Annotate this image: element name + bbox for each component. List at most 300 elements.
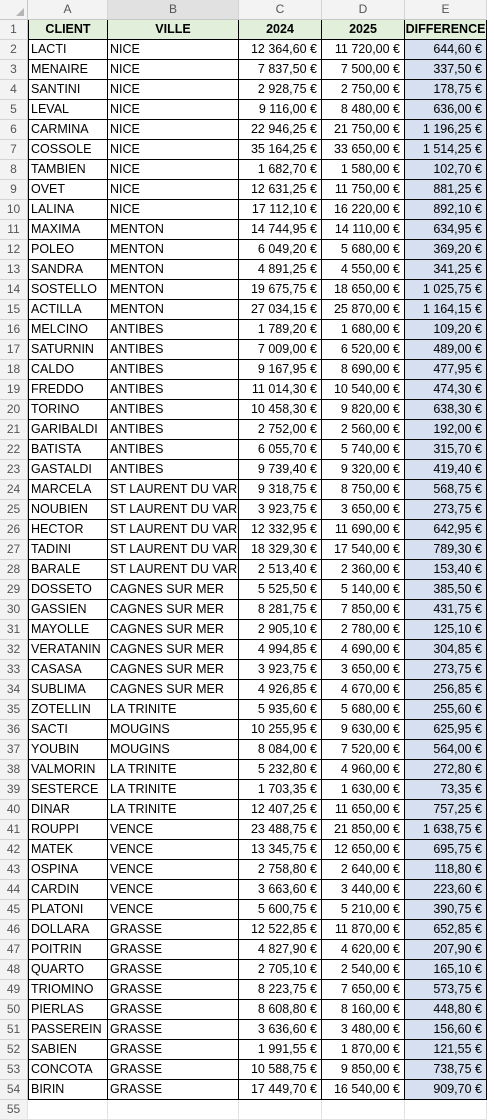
cell-2024[interactable]: 9 318,75 € <box>239 480 322 500</box>
row-number[interactable]: 38 <box>0 760 28 780</box>
cell-ville[interactable]: GRASSE <box>108 960 239 980</box>
cell-ville[interactable]: VENCE <box>108 880 239 900</box>
cell-2024[interactable]: 1 789,20 € <box>239 320 322 340</box>
cell-2025[interactable]: 11 650,00 € <box>322 800 405 820</box>
cell-2024[interactable]: 12 332,95 € <box>239 520 322 540</box>
cell-ville[interactable]: NICE <box>108 200 239 220</box>
cell-difference[interactable]: 369,20 € <box>405 240 487 260</box>
cell-difference[interactable]: 564,00 € <box>405 740 487 760</box>
cell-ville[interactable]: MOUGINS <box>108 720 239 740</box>
cell-client[interactable]: BATISTA <box>28 440 108 460</box>
row-number[interactable]: 40 <box>0 800 28 820</box>
cell-difference[interactable]: 273,75 € <box>405 500 487 520</box>
empty-cell[interactable] <box>322 1100 405 1120</box>
cell-2024[interactable]: 2 752,00 € <box>239 420 322 440</box>
cell-client[interactable]: SACTI <box>28 720 108 740</box>
cell-difference[interactable]: 568,75 € <box>405 480 487 500</box>
row-number[interactable]: 4 <box>0 80 28 100</box>
cell-difference[interactable]: 892,10 € <box>405 200 487 220</box>
column-header-b[interactable]: B <box>108 0 239 20</box>
cell-2025[interactable]: 5 680,00 € <box>322 240 405 260</box>
cell-ville[interactable]: NICE <box>108 120 239 140</box>
row-number[interactable]: 29 <box>0 580 28 600</box>
cell-2024[interactable]: 9 167,95 € <box>239 360 322 380</box>
row-number[interactable]: 39 <box>0 780 28 800</box>
cell-ville[interactable]: MENTON <box>108 240 239 260</box>
cell-difference[interactable]: 644,60 € <box>405 40 487 60</box>
cell-2024[interactable]: 22 946,25 € <box>239 120 322 140</box>
row-number[interactable]: 20 <box>0 400 28 420</box>
cell-2024[interactable]: 17 449,70 € <box>239 1080 322 1100</box>
cell-2025[interactable]: 3 480,00 € <box>322 1020 405 1040</box>
cell-difference[interactable]: 652,85 € <box>405 920 487 940</box>
cell-2025[interactable]: 8 690,00 € <box>322 360 405 380</box>
row-number[interactable]: 53 <box>0 1060 28 1080</box>
cell-2025[interactable]: 6 520,00 € <box>322 340 405 360</box>
row-number[interactable]: 31 <box>0 620 28 640</box>
row-number[interactable]: 15 <box>0 300 28 320</box>
cell-client[interactable]: GARIBALDI <box>28 420 108 440</box>
cell-client[interactable]: POLEO <box>28 240 108 260</box>
cell-client[interactable]: TAMBIEN <box>28 160 108 180</box>
row-number[interactable]: 54 <box>0 1080 28 1100</box>
cell-client[interactable]: SUBLIMA <box>28 680 108 700</box>
row-number[interactable]: 21 <box>0 420 28 440</box>
cell-client[interactable]: TORINO <box>28 400 108 420</box>
cell-2024[interactable]: 2 705,10 € <box>239 960 322 980</box>
cell-2024[interactable]: 8 223,75 € <box>239 980 322 1000</box>
row-number[interactable]: 47 <box>0 940 28 960</box>
cell-2025[interactable]: 4 550,00 € <box>322 260 405 280</box>
cell-client[interactable]: YOUBIN <box>28 740 108 760</box>
empty-cell[interactable] <box>28 1100 108 1120</box>
cell-client[interactable]: CASASA <box>28 660 108 680</box>
cell-2025[interactable]: 16 540,00 € <box>322 1080 405 1100</box>
row-number[interactable]: 51 <box>0 1020 28 1040</box>
cell-2024[interactable]: 2 513,40 € <box>239 560 322 580</box>
cell-ville[interactable]: NICE <box>108 180 239 200</box>
cell-ville[interactable]: CAGNES SUR MER <box>108 660 239 680</box>
cell-2024[interactable]: 12 407,25 € <box>239 800 322 820</box>
cell-ville[interactable]: CAGNES SUR MER <box>108 600 239 620</box>
cell-2024[interactable]: 35 164,25 € <box>239 140 322 160</box>
cell-client[interactable]: MENAIRE <box>28 60 108 80</box>
cell-2025[interactable]: 3 650,00 € <box>322 500 405 520</box>
cell-2025[interactable]: 4 690,00 € <box>322 640 405 660</box>
cell-difference[interactable]: 165,10 € <box>405 960 487 980</box>
row-number[interactable]: 22 <box>0 440 28 460</box>
cell-2025[interactable]: 3 440,00 € <box>322 880 405 900</box>
cell-ville[interactable]: ANTIBES <box>108 340 239 360</box>
row-number[interactable]: 10 <box>0 200 28 220</box>
cell-client[interactable]: TADINI <box>28 540 108 560</box>
cell-client[interactable]: SATURNIN <box>28 340 108 360</box>
cell-2024[interactable]: 10 458,30 € <box>239 400 322 420</box>
cell-2024[interactable]: 13 345,75 € <box>239 840 322 860</box>
cell-ville[interactable]: VENCE <box>108 820 239 840</box>
header-client[interactable]: CLIENT <box>28 20 108 40</box>
cell-ville[interactable]: GRASSE <box>108 940 239 960</box>
cell-client[interactable]: VERATANIN <box>28 640 108 660</box>
cell-ville[interactable]: ST LAURENT DU VAR <box>108 560 239 580</box>
cell-2024[interactable]: 7 009,00 € <box>239 340 322 360</box>
row-number[interactable]: 7 <box>0 140 28 160</box>
cell-difference[interactable]: 636,00 € <box>405 100 487 120</box>
cell-2025[interactable]: 7 520,00 € <box>322 740 405 760</box>
cell-2024[interactable]: 12 364,60 € <box>239 40 322 60</box>
row-number[interactable]: 1 <box>0 20 28 40</box>
cell-ville[interactable]: MENTON <box>108 300 239 320</box>
cell-client[interactable]: GASTALDI <box>28 460 108 480</box>
cell-client[interactable]: LACTI <box>28 40 108 60</box>
cell-difference[interactable]: 634,95 € <box>405 220 487 240</box>
cell-2024[interactable]: 5 600,75 € <box>239 900 322 920</box>
cell-client[interactable]: LEVAL <box>28 100 108 120</box>
cell-difference[interactable]: 390,75 € <box>405 900 487 920</box>
cell-client[interactable]: CARMINA <box>28 120 108 140</box>
cell-2024[interactable]: 5 935,60 € <box>239 700 322 720</box>
cell-client[interactable]: OVET <box>28 180 108 200</box>
cell-2025[interactable]: 1 680,00 € <box>322 320 405 340</box>
cell-difference[interactable]: 73,35 € <box>405 780 487 800</box>
cell-2024[interactable]: 1 703,35 € <box>239 780 322 800</box>
cell-difference[interactable]: 489,00 € <box>405 340 487 360</box>
cell-difference[interactable]: 273,75 € <box>405 660 487 680</box>
cell-ville[interactable]: NICE <box>108 100 239 120</box>
cell-difference[interactable]: 419,40 € <box>405 460 487 480</box>
cell-2025[interactable]: 25 870,00 € <box>322 300 405 320</box>
cell-difference[interactable]: 102,70 € <box>405 160 487 180</box>
cell-2024[interactable]: 1 682,70 € <box>239 160 322 180</box>
cell-2025[interactable]: 21 850,00 € <box>322 820 405 840</box>
cell-client[interactable]: MARCELA <box>28 480 108 500</box>
cell-2025[interactable]: 21 750,00 € <box>322 120 405 140</box>
cell-client[interactable]: FREDDO <box>28 380 108 400</box>
cell-client[interactable]: DOLLARA <box>28 920 108 940</box>
cell-2024[interactable]: 8 281,75 € <box>239 600 322 620</box>
cell-client[interactable]: SANDRA <box>28 260 108 280</box>
row-number[interactable]: 49 <box>0 980 28 1000</box>
cell-2025[interactable]: 7 650,00 € <box>322 980 405 1000</box>
cell-difference[interactable]: 642,95 € <box>405 520 487 540</box>
row-number[interactable]: 35 <box>0 700 28 720</box>
cell-ville[interactable]: ANTIBES <box>108 440 239 460</box>
cell-client[interactable]: SOSTELLO <box>28 280 108 300</box>
row-number[interactable]: 28 <box>0 560 28 580</box>
cell-2025[interactable]: 2 750,00 € <box>322 80 405 100</box>
row-number[interactable]: 55 <box>0 1100 28 1120</box>
cell-client[interactable]: DINAR <box>28 800 108 820</box>
cell-2024[interactable]: 19 675,75 € <box>239 280 322 300</box>
cell-difference[interactable]: 474,30 € <box>405 380 487 400</box>
cell-client[interactable]: MAXIMA <box>28 220 108 240</box>
row-number[interactable]: 5 <box>0 100 28 120</box>
cell-difference[interactable]: 638,30 € <box>405 400 487 420</box>
cell-difference[interactable]: 304,85 € <box>405 640 487 660</box>
cell-ville[interactable]: NICE <box>108 80 239 100</box>
cell-client[interactable]: SABIEN <box>28 1040 108 1060</box>
cell-client[interactable]: NOUBIEN <box>28 500 108 520</box>
cell-2025[interactable]: 11 690,00 € <box>322 520 405 540</box>
cell-2024[interactable]: 12 631,25 € <box>239 180 322 200</box>
cell-2024[interactable]: 12 522,85 € <box>239 920 322 940</box>
cell-ville[interactable]: NICE <box>108 140 239 160</box>
cell-ville[interactable]: LA TRINITE <box>108 760 239 780</box>
cell-client[interactable]: SESTERCE <box>28 780 108 800</box>
row-number[interactable]: 41 <box>0 820 28 840</box>
cell-ville[interactable]: GRASSE <box>108 1000 239 1020</box>
cell-2025[interactable]: 4 960,00 € <box>322 760 405 780</box>
row-number[interactable]: 42 <box>0 840 28 860</box>
cell-client[interactable]: SANTINI <box>28 80 108 100</box>
cell-difference[interactable]: 121,55 € <box>405 1040 487 1060</box>
cell-difference[interactable]: 573,75 € <box>405 980 487 1000</box>
select-all-corner[interactable] <box>0 0 28 20</box>
cell-difference[interactable]: 909,70 € <box>405 1080 487 1100</box>
cell-difference[interactable]: 625,95 € <box>405 720 487 740</box>
cell-2025[interactable]: 2 780,00 € <box>322 620 405 640</box>
cell-difference[interactable]: 272,80 € <box>405 760 487 780</box>
cell-ville[interactable]: ANTIBES <box>108 360 239 380</box>
header-ville[interactable]: VILLE <box>108 20 239 40</box>
row-number[interactable]: 27 <box>0 540 28 560</box>
cell-difference[interactable]: 431,75 € <box>405 600 487 620</box>
cell-2024[interactable]: 8 608,80 € <box>239 1000 322 1020</box>
row-number[interactable]: 17 <box>0 340 28 360</box>
row-number[interactable]: 8 <box>0 160 28 180</box>
cell-difference[interactable]: 192,00 € <box>405 420 487 440</box>
cell-client[interactable]: POITRIN <box>28 940 108 960</box>
cell-client[interactable]: CARDIN <box>28 880 108 900</box>
row-number[interactable]: 16 <box>0 320 28 340</box>
cell-ville[interactable]: MENTON <box>108 220 239 240</box>
cell-ville[interactable]: NICE <box>108 160 239 180</box>
column-header-c[interactable]: C <box>239 0 322 20</box>
row-number[interactable]: 13 <box>0 260 28 280</box>
cell-ville[interactable]: GRASSE <box>108 1020 239 1040</box>
cell-2025[interactable]: 11 750,00 € <box>322 180 405 200</box>
empty-cell[interactable] <box>405 1100 487 1120</box>
cell-2024[interactable]: 2 758,80 € <box>239 860 322 880</box>
cell-difference[interactable]: 153,40 € <box>405 560 487 580</box>
cell-client[interactable]: PIERLAS <box>28 1000 108 1020</box>
cell-2025[interactable]: 5 210,00 € <box>322 900 405 920</box>
row-number[interactable]: 52 <box>0 1040 28 1060</box>
cell-client[interactable]: VALMORIN <box>28 760 108 780</box>
cell-difference[interactable]: 448,80 € <box>405 1000 487 1020</box>
cell-ville[interactable]: NICE <box>108 60 239 80</box>
cell-ville[interactable]: LA TRINITE <box>108 780 239 800</box>
cell-client[interactable]: ROUPPI <box>28 820 108 840</box>
cell-2025[interactable]: 5 140,00 € <box>322 580 405 600</box>
cell-2024[interactable]: 2 928,75 € <box>239 80 322 100</box>
row-number[interactable]: 25 <box>0 500 28 520</box>
cell-ville[interactable]: VENCE <box>108 900 239 920</box>
row-number[interactable]: 36 <box>0 720 28 740</box>
cell-ville[interactable]: NICE <box>108 40 239 60</box>
cell-ville[interactable]: ST LAURENT DU VAR <box>108 500 239 520</box>
cell-2025[interactable]: 12 650,00 € <box>322 840 405 860</box>
cell-2025[interactable]: 7 500,00 € <box>322 60 405 80</box>
cell-difference[interactable]: 125,10 € <box>405 620 487 640</box>
cell-2024[interactable]: 3 663,60 € <box>239 880 322 900</box>
cell-2025[interactable]: 1 630,00 € <box>322 780 405 800</box>
cell-ville[interactable]: VENCE <box>108 840 239 860</box>
cell-difference[interactable]: 223,60 € <box>405 880 487 900</box>
cell-2025[interactable]: 8 750,00 € <box>322 480 405 500</box>
cell-2025[interactable]: 9 850,00 € <box>322 1060 405 1080</box>
cell-2024[interactable]: 6 049,20 € <box>239 240 322 260</box>
cell-difference[interactable]: 881,25 € <box>405 180 487 200</box>
empty-cell[interactable] <box>108 1100 239 1120</box>
cell-2024[interactable]: 7 837,50 € <box>239 60 322 80</box>
cell-client[interactable]: MATEK <box>28 840 108 860</box>
row-number[interactable]: 11 <box>0 220 28 240</box>
row-number[interactable]: 2 <box>0 40 28 60</box>
cell-2025[interactable]: 16 220,00 € <box>322 200 405 220</box>
cell-client[interactable]: BIRIN <box>28 1080 108 1100</box>
row-number[interactable]: 50 <box>0 1000 28 1020</box>
cell-client[interactable]: PLATONI <box>28 900 108 920</box>
cell-2024[interactable]: 3 636,60 € <box>239 1020 322 1040</box>
cell-ville[interactable]: ANTIBES <box>108 460 239 480</box>
cell-client[interactable]: ZOTELLIN <box>28 700 108 720</box>
cell-ville[interactable]: CAGNES SUR MER <box>108 640 239 660</box>
cell-ville[interactable]: VENCE <box>108 860 239 880</box>
row-number[interactable]: 23 <box>0 460 28 480</box>
cell-2025[interactable]: 33 650,00 € <box>322 140 405 160</box>
cell-2025[interactable]: 1 580,00 € <box>322 160 405 180</box>
cell-difference[interactable]: 315,70 € <box>405 440 487 460</box>
cell-2024[interactable]: 17 112,10 € <box>239 200 322 220</box>
row-number[interactable]: 3 <box>0 60 28 80</box>
cell-2025[interactable]: 18 650,00 € <box>322 280 405 300</box>
cell-ville[interactable]: MOUGINS <box>108 740 239 760</box>
cell-2025[interactable]: 8 480,00 € <box>322 100 405 120</box>
cell-2025[interactable]: 4 620,00 € <box>322 940 405 960</box>
cell-ville[interactable]: CAGNES SUR MER <box>108 620 239 640</box>
cell-2024[interactable]: 4 926,85 € <box>239 680 322 700</box>
cell-2024[interactable]: 10 255,95 € <box>239 720 322 740</box>
cell-difference[interactable]: 207,90 € <box>405 940 487 960</box>
cell-2025[interactable]: 17 540,00 € <box>322 540 405 560</box>
cell-ville[interactable]: GRASSE <box>108 1080 239 1100</box>
cell-client[interactable]: COSSOLE <box>28 140 108 160</box>
cell-2024[interactable]: 27 034,15 € <box>239 300 322 320</box>
cell-2025[interactable]: 2 540,00 € <box>322 960 405 980</box>
cell-difference[interactable]: 695,75 € <box>405 840 487 860</box>
cell-ville[interactable]: MENTON <box>108 280 239 300</box>
cell-2024[interactable]: 14 744,95 € <box>239 220 322 240</box>
column-header-d[interactable]: D <box>322 0 405 20</box>
cell-difference[interactable]: 789,30 € <box>405 540 487 560</box>
row-number[interactable]: 12 <box>0 240 28 260</box>
row-number[interactable]: 32 <box>0 640 28 660</box>
cell-client[interactable]: HECTOR <box>28 520 108 540</box>
cell-client[interactable]: QUARTO <box>28 960 108 980</box>
row-number[interactable]: 44 <box>0 880 28 900</box>
cell-difference[interactable]: 156,60 € <box>405 1020 487 1040</box>
column-header-a[interactable]: A <box>28 0 108 20</box>
cell-2024[interactable]: 5 525,50 € <box>239 580 322 600</box>
cell-2025[interactable]: 2 640,00 € <box>322 860 405 880</box>
cell-difference[interactable]: 1 638,75 € <box>405 820 487 840</box>
cell-difference[interactable]: 109,20 € <box>405 320 487 340</box>
cell-2025[interactable]: 3 650,00 € <box>322 660 405 680</box>
cell-2024[interactable]: 9 116,00 € <box>239 100 322 120</box>
header-2024[interactable]: 2024 <box>239 20 322 40</box>
cell-2025[interactable]: 11 870,00 € <box>322 920 405 940</box>
cell-client[interactable]: PASSEREIN <box>28 1020 108 1040</box>
row-number[interactable]: 18 <box>0 360 28 380</box>
cell-2025[interactable]: 8 160,00 € <box>322 1000 405 1020</box>
cell-2025[interactable]: 5 680,00 € <box>322 700 405 720</box>
cell-2024[interactable]: 1 991,55 € <box>239 1040 322 1060</box>
cell-2025[interactable]: 9 630,00 € <box>322 720 405 740</box>
row-number[interactable]: 43 <box>0 860 28 880</box>
cell-2024[interactable]: 9 739,40 € <box>239 460 322 480</box>
cell-difference[interactable]: 1 025,75 € <box>405 280 487 300</box>
cell-ville[interactable]: GRASSE <box>108 1060 239 1080</box>
cell-difference[interactable]: 385,50 € <box>405 580 487 600</box>
cell-client[interactable]: LALINA <box>28 200 108 220</box>
cell-2024[interactable]: 4 827,90 € <box>239 940 322 960</box>
cell-ville[interactable]: CAGNES SUR MER <box>108 580 239 600</box>
cell-client[interactable]: OSPINA <box>28 860 108 880</box>
cell-difference[interactable]: 255,60 € <box>405 700 487 720</box>
cell-client[interactable]: DOSSETO <box>28 580 108 600</box>
cell-client[interactable]: ACTILLA <box>28 300 108 320</box>
row-number[interactable]: 19 <box>0 380 28 400</box>
cell-2024[interactable]: 2 905,10 € <box>239 620 322 640</box>
cell-difference[interactable]: 1 164,15 € <box>405 300 487 320</box>
cell-client[interactable]: MAYOLLE <box>28 620 108 640</box>
cell-2024[interactable]: 18 329,30 € <box>239 540 322 560</box>
cell-2024[interactable]: 8 084,00 € <box>239 740 322 760</box>
cell-2025[interactable]: 2 360,00 € <box>322 560 405 580</box>
row-number[interactable]: 33 <box>0 660 28 680</box>
cell-ville[interactable]: ANTIBES <box>108 380 239 400</box>
cell-ville[interactable]: GRASSE <box>108 1040 239 1060</box>
cell-2024[interactable]: 5 232,80 € <box>239 760 322 780</box>
row-number[interactable]: 14 <box>0 280 28 300</box>
row-number[interactable]: 24 <box>0 480 28 500</box>
cell-difference[interactable]: 738,75 € <box>405 1060 487 1080</box>
cell-2025[interactable]: 1 870,00 € <box>322 1040 405 1060</box>
cell-difference[interactable]: 757,25 € <box>405 800 487 820</box>
cell-client[interactable]: TRIOMINO <box>28 980 108 1000</box>
cell-ville[interactable]: ST LAURENT DU VAR <box>108 480 239 500</box>
cell-2025[interactable]: 9 320,00 € <box>322 460 405 480</box>
cell-ville[interactable]: LA TRINITE <box>108 700 239 720</box>
cell-difference[interactable]: 337,50 € <box>405 60 487 80</box>
cell-2025[interactable]: 14 110,00 € <box>322 220 405 240</box>
cell-ville[interactable]: GRASSE <box>108 980 239 1000</box>
cell-difference[interactable]: 1 514,25 € <box>405 140 487 160</box>
empty-cell[interactable] <box>239 1100 322 1120</box>
cell-ville[interactable]: MENTON <box>108 260 239 280</box>
cell-2024[interactable]: 11 014,30 € <box>239 380 322 400</box>
cell-2024[interactable]: 4 891,25 € <box>239 260 322 280</box>
row-number[interactable]: 6 <box>0 120 28 140</box>
header-difference[interactable]: DIFFERENCE <box>405 20 487 40</box>
cell-2025[interactable]: 10 540,00 € <box>322 380 405 400</box>
cell-client[interactable]: CONCOTA <box>28 1060 108 1080</box>
cell-client[interactable]: MELCINO <box>28 320 108 340</box>
cell-2025[interactable]: 4 670,00 € <box>322 680 405 700</box>
row-number[interactable]: 26 <box>0 520 28 540</box>
cell-difference[interactable]: 477,95 € <box>405 360 487 380</box>
